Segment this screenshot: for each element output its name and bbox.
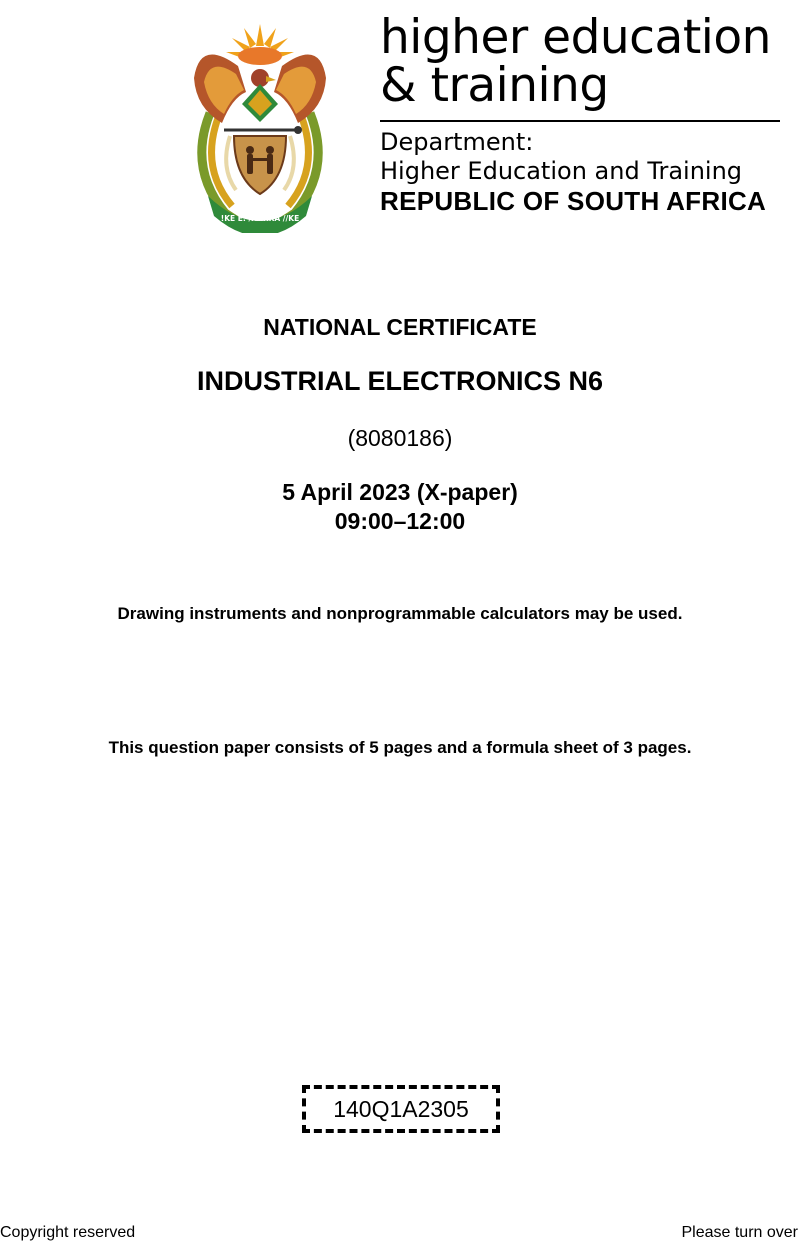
exam-date: 5 April 2023 (X-paper) — [282, 479, 518, 505]
footer-turn-over: Please turn over — [681, 1224, 798, 1241]
certificate-title: NATIONAL CERTIFICATE — [263, 314, 537, 340]
brand-line-1: higher education — [380, 10, 771, 65]
brand-line-2: & training — [380, 58, 609, 113]
department-branding — [380, 10, 785, 216]
page-info: This question paper consists of 5 pages and a formula sheet of 3 pages. — [108, 738, 692, 757]
department-name: Higher Education and Training — [380, 157, 743, 185]
department-label: Department: — [380, 128, 534, 156]
footer-copyright: Copyright reserved — [0, 1224, 136, 1241]
motto-text: !KE E: /XARRA //KE — [220, 214, 300, 223]
exam-date-time — [0, 478, 800, 536]
coat-of-arms-icon — [180, 18, 340, 233]
brand-divider — [380, 120, 780, 122]
exam-time: 09:00–12:00 — [334, 508, 466, 534]
country-name: REPUBLIC OF SOUTH AFRICA — [380, 186, 767, 216]
subject-title: INDUSTRIAL ELECTRONICS N6 — [196, 366, 604, 396]
paper-id-box — [302, 1085, 500, 1133]
subject-code: (8080186) — [347, 425, 453, 451]
paper-id: 140Q1A2305 — [333, 1095, 469, 1122]
instructions: Drawing instruments and nonprogrammable calculators may be used. — [117, 604, 683, 623]
